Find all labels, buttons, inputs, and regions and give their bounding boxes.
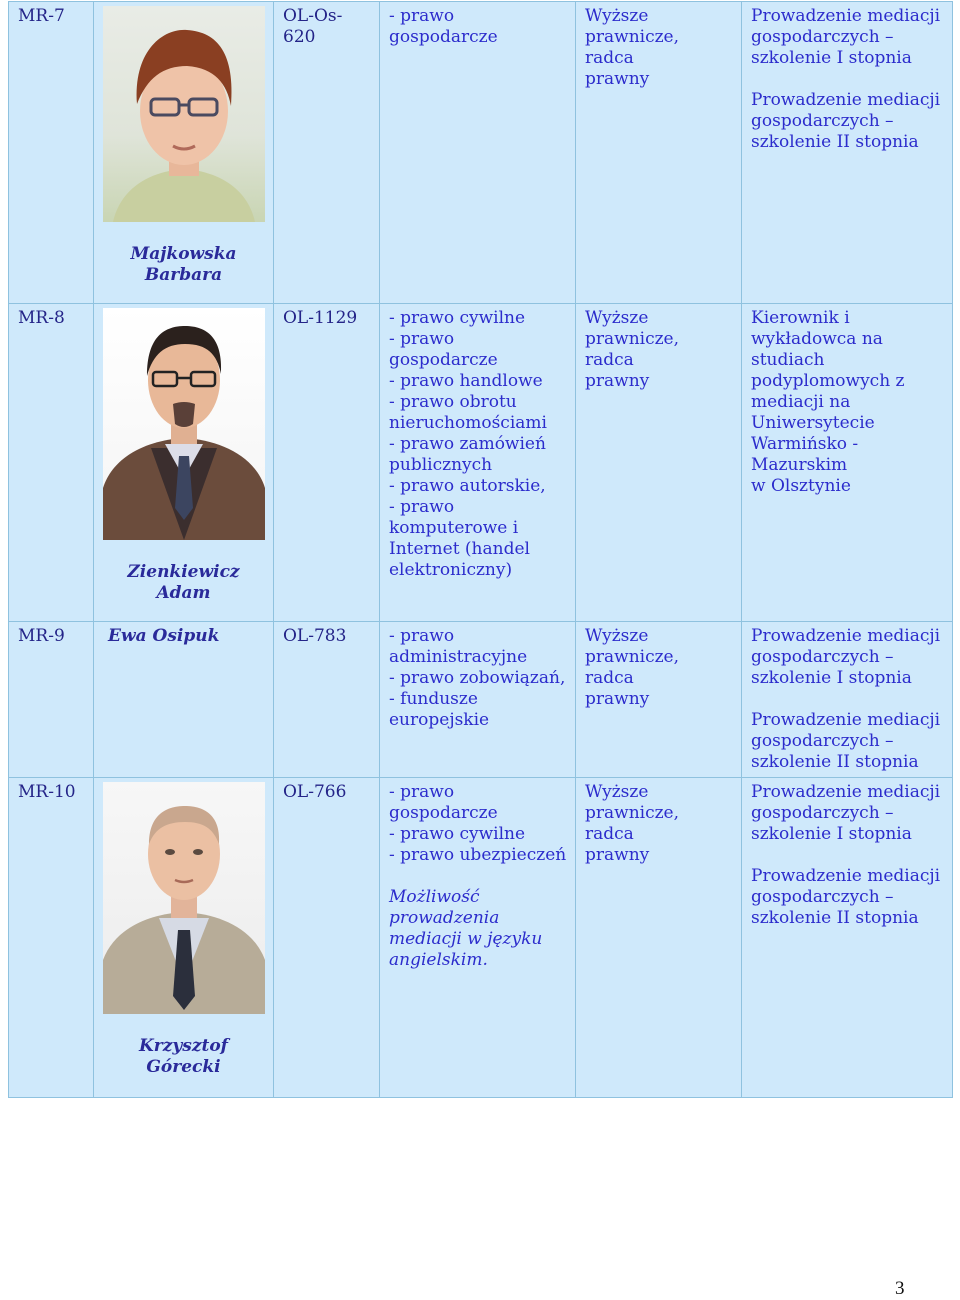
training: Kierownik i wykładowca na studiach podyplomowych z mediacji na Uniwersytecie Warmińsko - Mazurskim w Olsztynie (742, 304, 953, 622)
table-row (9, 304, 953, 622)
registry-number: OL-766 (274, 778, 380, 1098)
photo-cell (94, 304, 274, 622)
portrait-image (103, 308, 265, 540)
education: Wyższe prawnicze, radca prawny (576, 778, 742, 1098)
mediator-id: MR-10 (9, 778, 94, 1098)
law-areas: - prawo gospodarcze (380, 2, 576, 304)
mediators-table (8, 1, 953, 1098)
table-row (9, 778, 953, 1098)
mediator-id: MR-8 (9, 304, 94, 622)
education: Wyższe prawnicze, radca prawny (576, 304, 742, 622)
mediator-photo (103, 782, 265, 1014)
mediator-name: Majkowska Barbara (130, 244, 237, 285)
training: Prowadzenie mediacji gospodarczych – szkolenie I stopnia Prowadzenie mediacji gospodarczych – szkolenie II stopnia (742, 778, 953, 1098)
training: Prowadzenie mediacji gospodarczych – szkolenie I stopnia Prowadzenie mediacji gospodarczych – szkolenie II stopnia (742, 622, 953, 778)
mediator-id: MR-7 (9, 2, 94, 304)
registry-number: OL-Os- 620 (274, 2, 380, 304)
law-areas: - prawo administracyjne - prawo zobowiązań, - fundusze europejskie (380, 622, 576, 778)
table-row (9, 622, 953, 778)
education: Wyższe prawnicze, radca prawny (576, 622, 742, 778)
photo-cell (94, 622, 274, 778)
language-note: Możliwość prowadzenia mediacji w języku angielskim. (389, 887, 543, 970)
mediator-name: Krzysztof Górecki (139, 1036, 228, 1077)
page-number: 3 (895, 1278, 905, 1299)
education: Wyższe prawnicze, radca prawny (576, 2, 742, 304)
portrait-image (103, 782, 265, 1014)
mediator-id: MR-9 (9, 622, 94, 778)
registry-number: OL-783 (274, 622, 380, 778)
portrait-image (103, 6, 265, 222)
mediator-name: Zienkiewicz Adam (127, 562, 240, 603)
table-row (9, 2, 953, 304)
mediator-photo (103, 308, 265, 540)
photo-cell (94, 2, 274, 304)
photo-cell (94, 778, 274, 1098)
registry-number: OL-1129 (274, 304, 380, 622)
training: Prowadzenie mediacji gospodarczych – szkolenie I stopnia Prowadzenie mediacji gospodarczych – szkolenie II stopnia (742, 2, 953, 304)
mediator-photo (103, 6, 265, 222)
mediator-name: Ewa Osipuk (108, 626, 220, 646)
law-areas: - prawo gospodarcze - prawo cywilne - prawo ubezpieczeń Możliwość prowadzenia mediacji w języku angielskim. (380, 778, 576, 1098)
law-areas: - prawo cywilne - prawo gospodarcze - prawo handlowe - prawo obrotu nieruchomościami - prawo zamówień publicznych - prawo autorskie, - prawo komputerowe i Internet (handel elektroniczny) (380, 304, 576, 622)
